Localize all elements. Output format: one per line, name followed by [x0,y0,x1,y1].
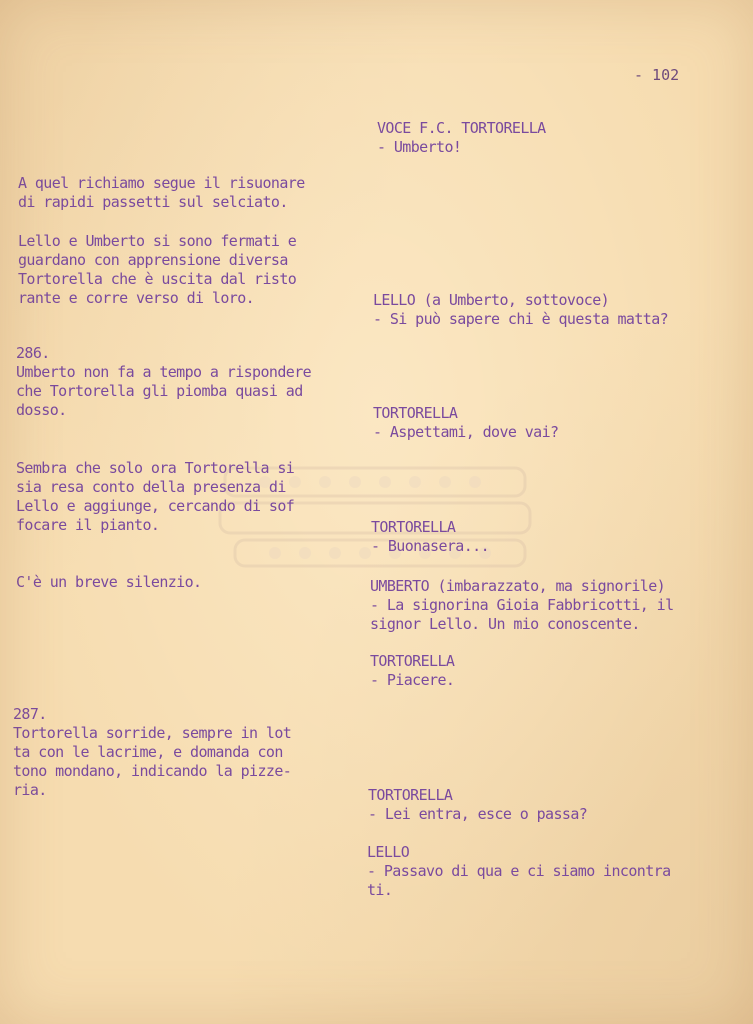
dialogue-block: TORTORELLA - Buonasera... [371,518,490,555]
direction-block: C'è un breve silenzio. [16,573,202,591]
direction-block: 287. Tortorella sorride, sempre in lot ta con le lacrime, e domanda con tono mondano, indicando la pizze- ria. [13,705,292,799]
dialogue-block: VOCE F.C. TORTORELLA - Umberto! [377,119,546,156]
page-number: - 102 [634,66,680,84]
dialogue-block: LELLO - Passavo di qua e ci siamo incontra ti. [367,843,671,899]
dialogue-block: LELLO (a Umberto, sottovoce) - Si può sapere chi è questa matta? [373,291,669,328]
direction-block: A quel richiamo segue il risuonare di rapidi passetti sul selciato. [18,174,305,211]
direction-block: Lello e Umberto si sono fermati e guardano con apprensione diversa Tortorella che è uscita dal risto rante e corre verso di loro. [18,232,297,307]
dialogue-block: TORTORELLA - Lei entra, esce o passa? [368,786,588,823]
direction-block: Sembra che solo ora Tortorella si sia resa conto della presenza di Lello e aggiunge, cercando di sof focare il pianto. [16,459,295,534]
dialogue-block: UMBERTO (imbarazzato, ma signorile) - La signorina Gioia Fabbricotti, il signor Lello. Un mio conoscente. [370,577,674,633]
direction-block: 286. Umberto non fa a tempo a rispondere che Tortorella gli piomba quasi ad dosso. [16,344,312,419]
dialogue-block: TORTORELLA - Aspettami, dove vai? [373,404,559,441]
dialogue-block: TORTORELLA - Piacere. [370,652,455,689]
